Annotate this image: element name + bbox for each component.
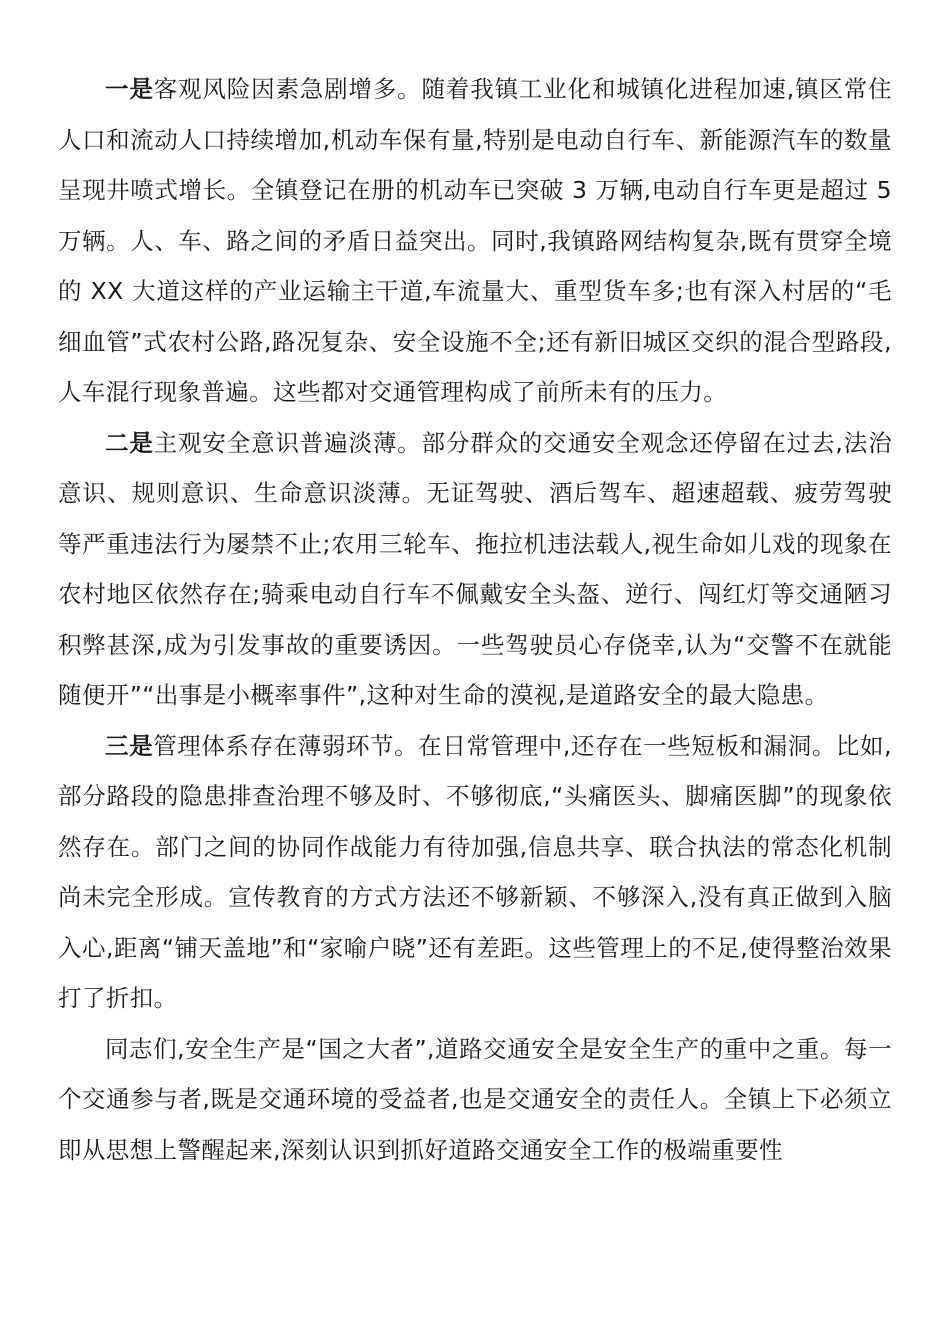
document-body — [58, 64, 892, 1175]
paragraph-text: 管理体系存在薄弱环节。在日常管理中,还存在一些短板和漏洞。比如,部分路段的隐患排查治理不够及时、不够彻底,“头痛医头、脚痛医脚”的现象依然存在。部门之间的协同作战能力有待加强,信息共享、联合执法的常态化机制尚未完全形成。宣传教育的方式方法还不够新颖、不够深入,没有真正做到入脑入心,距离“铺天盖地”和“家喻户晓”还有差距。这些管理上的不足,使得整治效果打了折扣。 — [58, 731, 892, 1012]
paragraph-objective-risk — [58, 64, 892, 418]
paragraph-lead: 二是 — [105, 428, 154, 457]
paragraph-comrades — [58, 1024, 892, 1176]
paragraph-management-weakness — [58, 721, 892, 1024]
paragraph-lead: 一是 — [105, 75, 154, 103]
paragraph-text: 同志们,安全生产是“国之大者”,道路交通安全是安全生产的重中之重。每一个交通参与者,既是交通环境的受益者,也是交通安全的责任人。全镇上下必须立即从思想上警醒起来,深刻认识到抓好道路交通安全工作的极端重要性 — [58, 1034, 892, 1164]
paragraph-text: 客观风险因素急剧增多。随着我镇工业化和城镇化进程加速,镇区常住人口和流动人口持续增加,机动车保有量,特别是电动自行车、新能源汽车的数量呈现井喷式增长。全镇登记在册的机动车已突破 3 万辆,电动自行车更是超过 5 万辆。人、车、路之间的矛盾日益突出。同时,我镇路网结构复杂,既有贯穿全境的 XX 大道这样的产业运输主干道,车流量大、重型货车多;也有深入村居的“毛细血管”式农村公路,路况复杂、安全设施不全;还有新旧城区交织的混合型路段,人车混行现象普遍。这些都对交通管理构成了前所未有的压力。 — [58, 75, 892, 406]
paragraph-safety-awareness — [58, 418, 892, 721]
paragraph-text: 主观安全意识普遍淡薄。部分群众的交通安全观念还停留在过去,法治意识、规则意识、生命意识淡薄。无证驾驶、酒后驾车、超速超载、疲劳驾驶等严重违法行为屡禁不止;农用三轮车、拖拉机违法载人,视生命如儿戏的现象在农村地区依然存在;骑乘电动自行车不佩戴安全头盔、逆行、闯红灯等交通陋习积弊甚深,成为引发事故的重要诱因。一些驾驶员心存侥幸,认为“交警不在就能随便开”“出事是小概率事件”,这种对生命的漠视,是道路安全的最大隐患。 — [58, 428, 892, 709]
paragraph-lead: 三是 — [105, 731, 154, 760]
